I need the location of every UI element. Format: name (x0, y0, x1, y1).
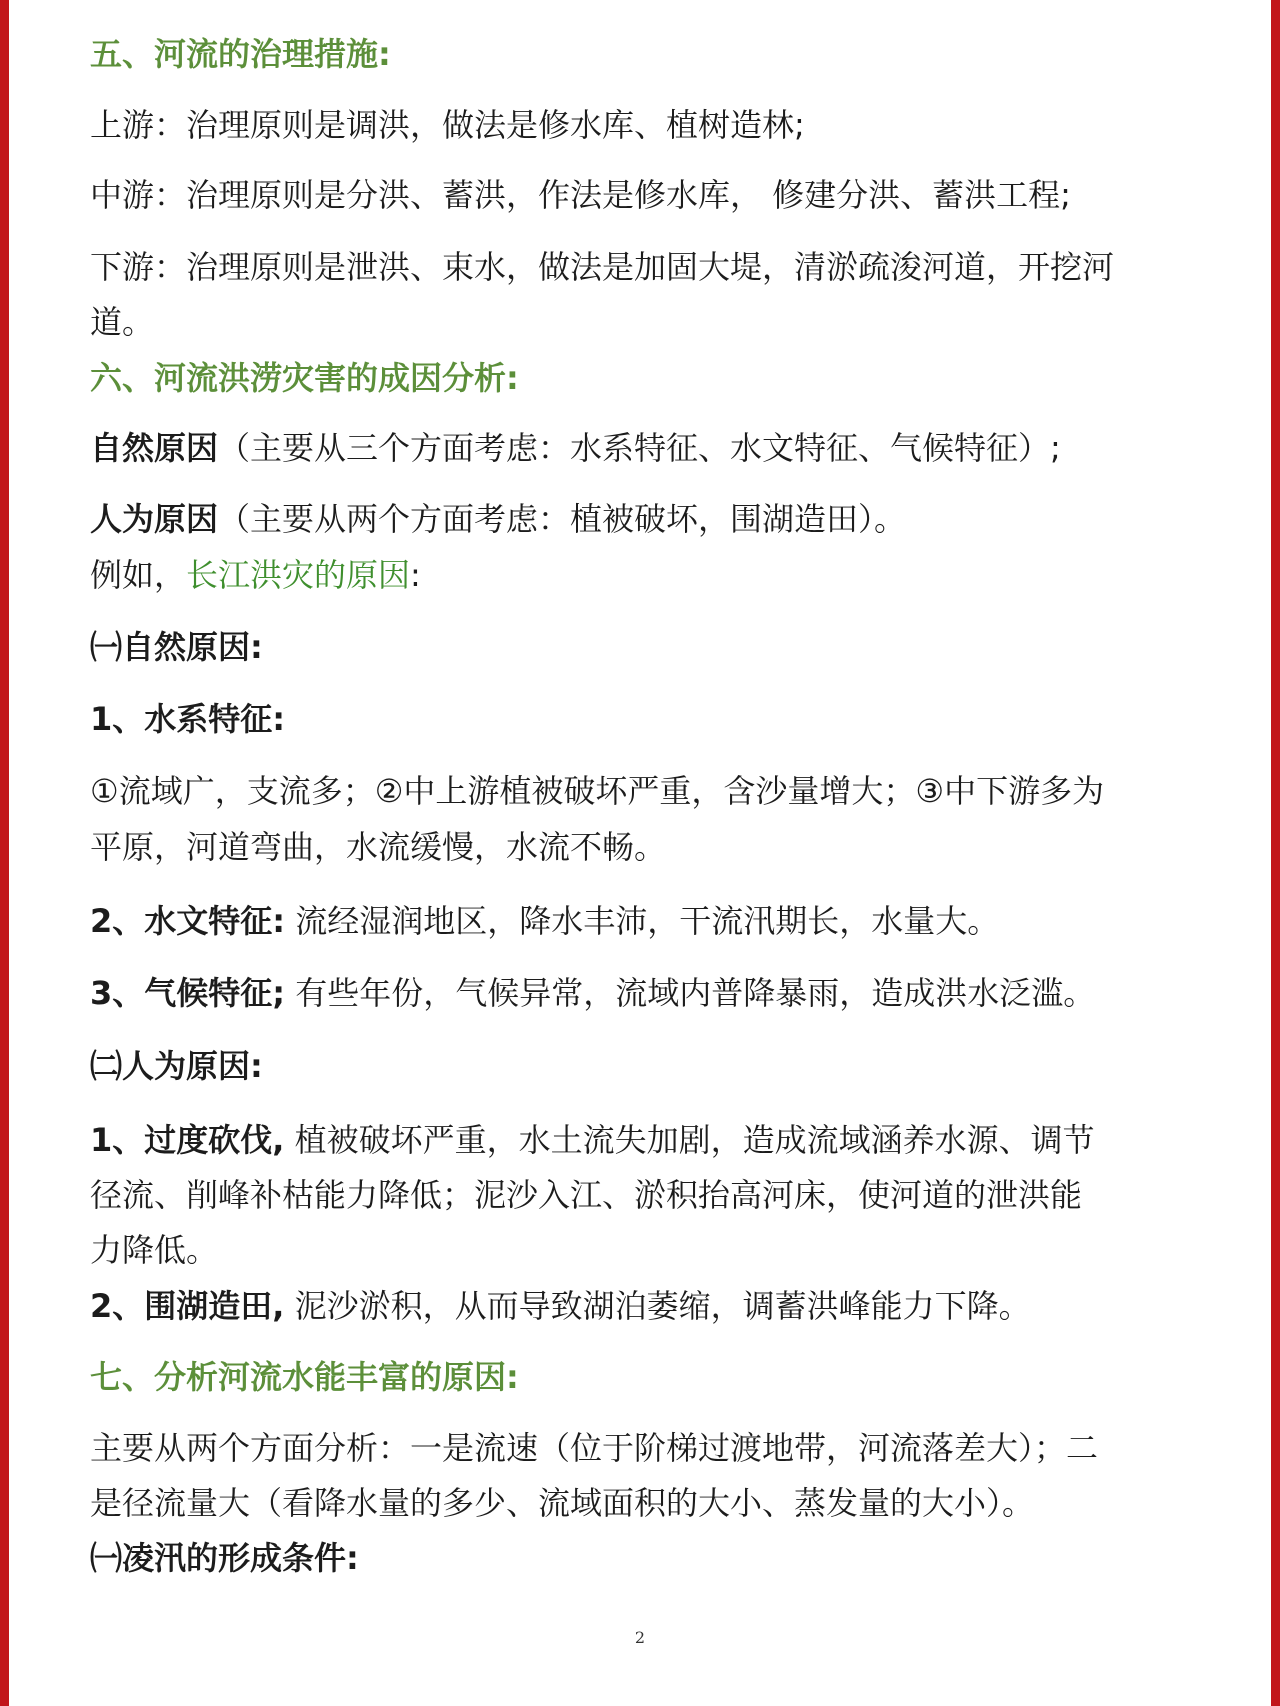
human-causes-summary (90, 497, 1200, 541)
natural-causes-summary (90, 426, 1200, 470)
water-system-line2: 平原，河道弯曲，水流缓慢，水流不畅。 (90, 828, 667, 866)
climate-line (90, 971, 1200, 1015)
overlogging-label: 1、过度砍伐, (90, 1121, 285, 1159)
hydrology-text: 流经湿润地区，降水丰沛，干流汛期长，水量大。 (285, 902, 1000, 940)
section-6-title: 六、河流洪涝灾害的成因分析: (90, 359, 519, 397)
human-causes-text: （主要从两个方面考虑：植被破坏，围湖造田）。 (218, 500, 907, 538)
human-causes-label: 人为原因 (90, 500, 219, 538)
section-7-title: 七、分析河流水能丰富的原因: (90, 1358, 519, 1396)
example-highlight: 长江洪灾的原因 (186, 556, 411, 594)
downstream-measures-line2: 道。 (90, 303, 155, 341)
section-5-title: 五、河流的治理措施: (90, 35, 391, 73)
human-causes-heading: ㈡人为原因: (90, 1047, 263, 1085)
water-system-line1: ①流域广，支流多；②中上游植被破坏严重，含沙量增大；③中下游多为 (90, 772, 1105, 810)
lake-reclamation-line (90, 1284, 1200, 1328)
example-prefix: 例如， (90, 556, 187, 594)
natural-causes-text: （主要从三个方面考虑：水系特征、水文特征、气候特征）; (218, 429, 1061, 467)
lake-reclamation-text: 泥沙淤积，从而导致湖泊萎缩，调蓄洪峰能力下降。 (284, 1287, 1031, 1325)
page-number: 2 (634, 1628, 646, 1647)
hydrology-label: 2、水文特征: (90, 902, 286, 940)
hydropower-line1: 主要从两个方面分析：一是流速（位于阶梯过渡地带，河流落差大）；二 (90, 1429, 1099, 1467)
example-line (90, 553, 1200, 597)
natural-causes-label: 自然原因 (90, 429, 219, 467)
left-border (0, 0, 9, 1706)
hydrology-line (90, 899, 1200, 943)
downstream-measures-line1: 下游：治理原则是泄洪、束水，做法是加固大堤，清淤疏浚河道，开挖河 (90, 248, 1115, 286)
example-suffix: : (410, 556, 421, 594)
natural-causes-heading: ㈠自然原因: (90, 628, 263, 666)
climate-text: 有些年份，气候异常，流域内普降暴雨，造成洪水泛滥。 (285, 974, 1096, 1012)
midstream-measures: 中游：治理原则是分洪、蓄洪，作法是修水库， 修建分洪、蓄洪工程; (90, 176, 1071, 214)
overlogging-line3: 力降低。 (90, 1231, 219, 1269)
lake-reclamation-label: 2、围湖造田, (90, 1287, 285, 1325)
overlogging-line2: 径流、削峰补枯能力降低；泥沙入江、淤积抬高河床，使河道的泄洪能 (90, 1176, 1083, 1214)
hydropower-line2: 是径流量大（看降水量的多少、流域面积的大小、蒸发量的大小）。 (90, 1484, 1035, 1522)
water-system-heading: 1、水系特征: (90, 700, 286, 738)
ice-flood-heading: ㈠凌汛的形成条件: (90, 1539, 359, 1577)
upstream-measures: 上游：治理原则是调洪，做法是修水库、植树造林; (90, 106, 805, 144)
overlogging-line1 (90, 1118, 1200, 1162)
right-border (1271, 0, 1280, 1706)
climate-label: 3、气候特征; (90, 974, 286, 1012)
overlogging-text: 植被破坏严重，水土流失加剧，造成流域涵养水源、调节 (284, 1121, 1095, 1159)
